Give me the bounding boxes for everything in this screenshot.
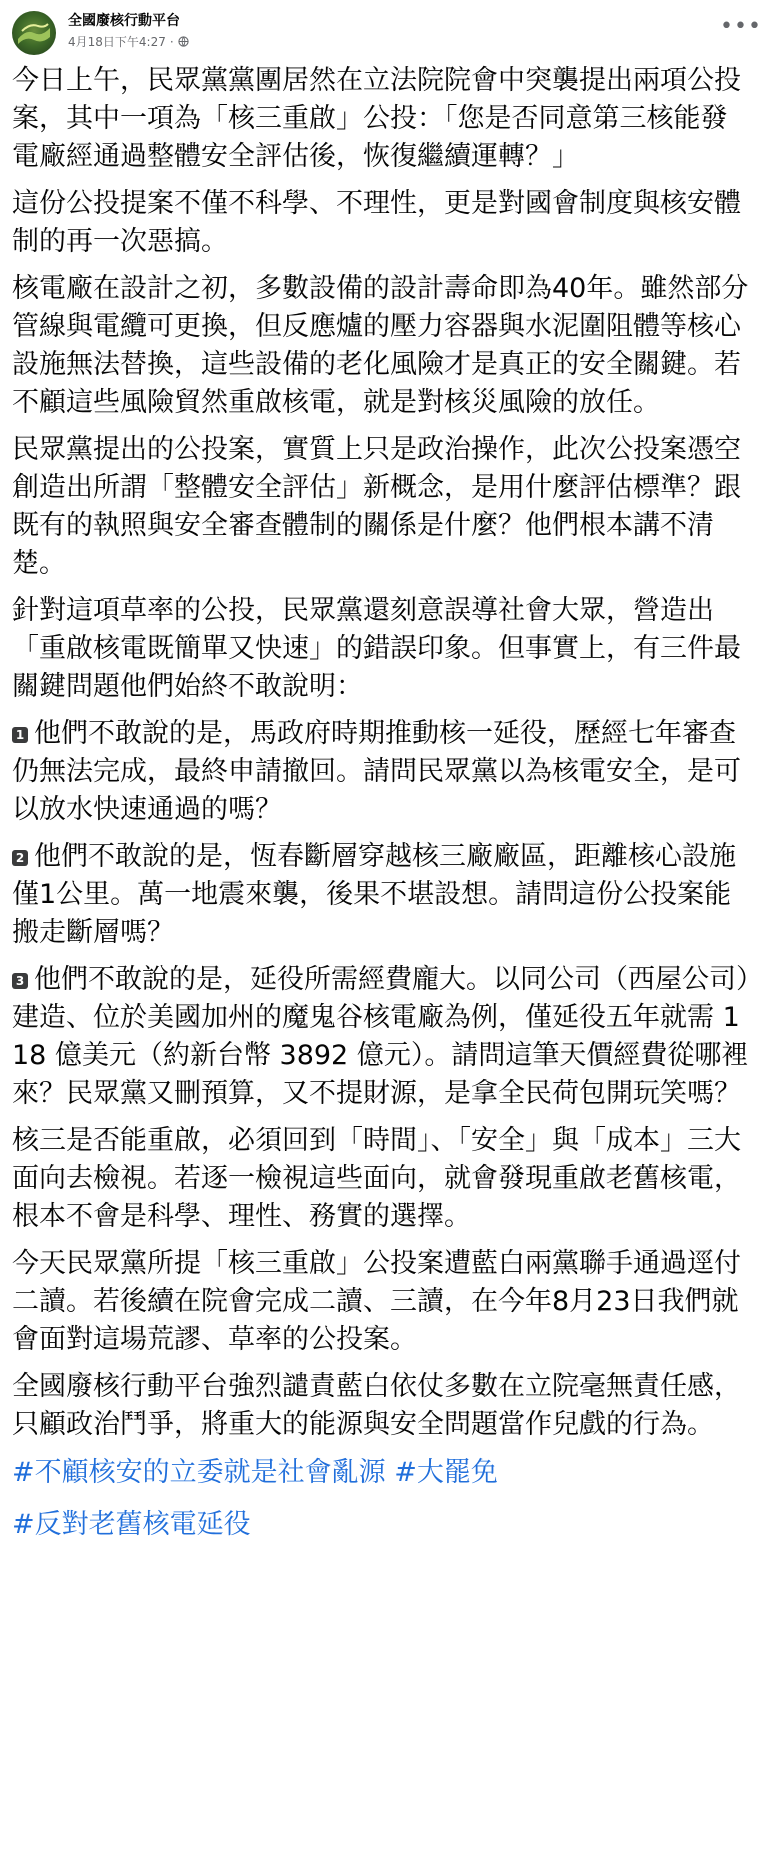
hashtag-block (12, 1453, 754, 1545)
page-name-link[interactable]: 全國廢核行動平台 (68, 13, 180, 29)
numbered-point-text: 他們不敢說的是，恆春斷層穿越核三廠廠區，距離核心設施僅1公里。萬一地震來襲，後果不堪設想。請問這份公投案能搬走斷層嗎？ (12, 841, 736, 948)
post-paragraph: 核電廠在設計之初，多數設備的設計壽命即為40年。雖然部分管線與電纜可更換，但反應爐的壓力容器與水泥圍阻體等核心設施無法替換，這些設備的老化風險才是真正的安全關鍵。若不顧這些風險貿然重啟核電，就是對核災風險的放任。 (12, 273, 749, 418)
post-paragraph: 民眾黨提出的公投案，實質上只是政治操作，此次公投案憑空創造出所謂「整體安全評估」新概念，是用什麼評估標準？跟既有的執照與安全審查體制的關係是什麼？他們根本講不清楚。 (12, 434, 741, 579)
post-header (12, 8, 762, 58)
post-timestamp-link[interactable]: 4月18日下午4:27 (68, 35, 166, 49)
post-paragraph: 核三是否能重啟，必須回到「時間」、「安全」與「成本」三大面向去檢視。若逐一檢視這些面向，就會發現重啟老舊核電，根本不會是科學、理性、務實的選擇。 (12, 1125, 741, 1232)
numbered-point (12, 715, 754, 829)
numbered-point-text: 他們不敢說的是，延役所需經費龐大。以同公司（西屋公司）建造、位於美國加州的魔鬼谷核電廠為例，僅延役五年就需 118 億美元（約新台幣 3892 億元）。請問這筆天價經費從哪裡來？民眾黨又刪預算，又不提財源，是拿全民荷包開玩笑嗎？ (12, 964, 750, 1109)
keycap-2-icon: 2 (12, 850, 28, 866)
hashtag-link[interactable]: #不顧核安的立委就是社會亂源 (12, 1457, 386, 1488)
post-paragraph: 今日上午，民眾黨黨團居然在立法院院會中突襲提出兩項公投案，其中一項為「核三重啟」公投：「您是否同意第三核能發電廠經通過整體安全評估後，恢復繼續運轉？」 (12, 65, 741, 172)
post-meta: 4月18日下午4:27 · (68, 33, 189, 50)
globe-icon (178, 36, 189, 47)
keycap-1-icon: 1 (12, 727, 28, 743)
post-body (12, 62, 754, 1557)
post-paragraph: 今天民眾黨所提「核三重啟」公投案遭藍白兩黨聯手通過逕付二讀。若後續在院會完成二讀、三讀，在今年8月23日我們就會面對這場荒謬、草率的公投案。 (12, 1248, 741, 1355)
numbered-point-text: 他們不敢說的是，馬政府時期推動核一延役，歷經七年審查仍無法完成，最終申請撤回。請問民眾黨以為核電安全，是可以放水快速通過的嗎？ (12, 718, 741, 825)
post-paragraph: 全國廢核行動平台強烈譴責藍白依仗多數在立院毫無責任感，只顧政治鬥爭，將重大的能源與安全問題當作兒戲的行為。 (12, 1371, 741, 1440)
post-paragraph: 針對這項草率的公投，民眾黨還刻意誤導社會大眾，營造出「重啟核電既簡單又快速」的錯誤印象。但事實上，有三件最關鍵問題他們始終不敢說明： (12, 595, 741, 702)
numbered-point (12, 838, 754, 952)
numbered-point (12, 961, 754, 1113)
hashtag-link[interactable]: #大罷免 (394, 1457, 498, 1488)
nuclear-free-logo-icon (12, 11, 56, 55)
hashtag-link[interactable]: #反對老舊核電延役 (12, 1509, 251, 1540)
post-paragraph: 這份公投提案不僅不科學、不理性，更是對國會制度與核安體制的再一次惡搞。 (12, 188, 741, 257)
keycap-3-icon: 3 (12, 973, 28, 989)
page-avatar[interactable] (12, 11, 56, 55)
more-horizontal-icon[interactable]: ••• (720, 14, 762, 39)
